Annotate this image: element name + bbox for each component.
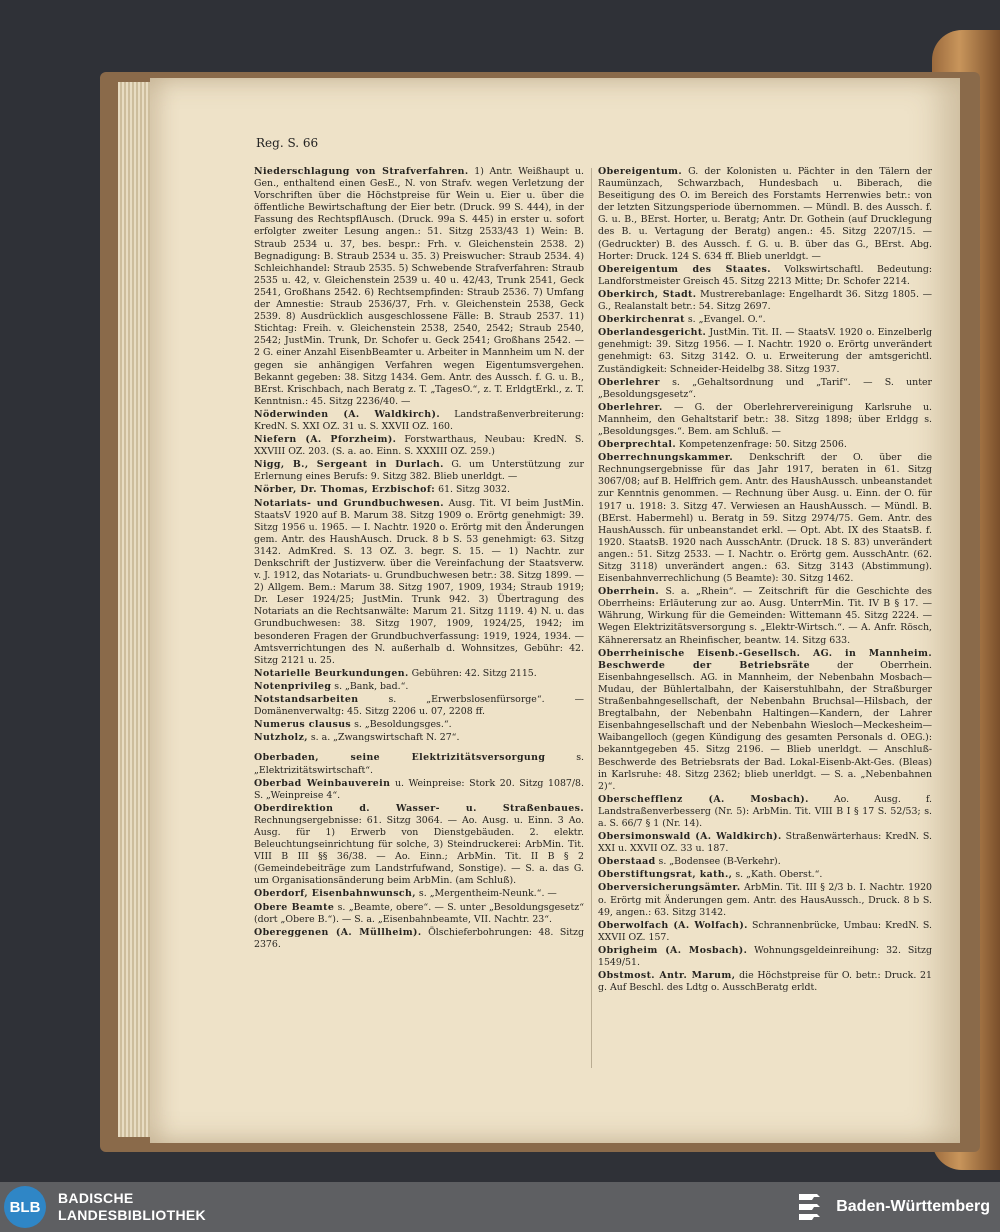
index-entry (598, 452, 932, 585)
entry-text: s. „Bodensee (B-Verkehr). (655, 856, 781, 868)
left-column (254, 166, 584, 952)
entry-text: Straßenwärterhaus: KredN. S. XXI u. XXVII OZ. 33 u. 187. (598, 831, 932, 855)
column-divider (591, 168, 592, 1068)
entry-headword: Oberrheinische Eisenb.-Gesellsch. AG. in Mannheim. Beschwerde der Betriebsräte (598, 647, 932, 671)
entry-text: u. Weinpreise: Stork 20. Sitzg 1087/8. S. „Weinpreise 4“. (254, 777, 584, 801)
entry-headword: Nöderwinden (A. Waldkirch). (254, 408, 441, 420)
entry-text: Rechnungsergebnisse: 61. Sitzg 3064. — Ao. Ausg. u. Einn. 3 Ao. Ausg. für 1) Erwerb von Dienstgebäuden. 2. elektr. Beleuchtungseinrichtung für solche, 3) Steindruckerei: ArbMin. Tit. VIII B III §§ 36/38. — Ao. Einn.; ArbMin. Tit. II B § 2 (Gemeindebeiträge zum Landstrfufwand, Sonstige). — S. a. das G. um Organisationsänderung beim ArbMin. (am Schluß). (254, 814, 584, 887)
entry-headword: Notariats- und Grundbuchwesen. (254, 497, 444, 509)
entry-headword: Oberbaden, seine Elektrizitätsversorgung (254, 752, 546, 764)
index-entry (598, 882, 932, 918)
entry-text: Kompetenzenfrage: 50. Sitzg 2506. (676, 439, 847, 451)
page-header: Reg. S. 66 (256, 136, 319, 150)
index-entry (598, 920, 932, 944)
bw-brand[interactable] (796, 1190, 990, 1224)
entry-text: 1) Antr. Weißhaupt u. Gen., enthaltend einen GesE., N. von Strafv. wegen Verletzung der Vorschriften über die Höchstpreise für Wein u. Eier u. über die öffentliche Bewirtschaftung der Eier betr. (Druck. 99 S. 444), in der Fassung des RechtspflAusch. (Druck. 99a S. 445) in erster u. sofort erfolgter zweiter Lesung angen.: 51. Sitzg 2533/43 1) Wein: B. Straub 2534 u. 37, bes. bespr.: Frh. v. Gleichenstein 2538. 2) Begnadigung: B. Straub 2534 u. 35. 3) Preiswucher: Straub 2534. 4) Schleichhandel: Straub 2535. 5) Schwebende Strafverfahren: Straub 2535 u. 42, v. Gleichenstein 2539 u. 40 u. 42/43, Trunk 2541, Geck 2541, Großhans 2542. 6) Rechtsempfinden: Straub 2536. 7) Umfang der Amnestie: Straub 2536/37, Frh. v. Gleichenstein 2538, Geck 2539. 8) Ausdrücklich ausgeschlossene Fälle: B. Straub 2537. 11) Stichtag: Freih. v. Gleichenstein 2538, 2540, 2542; Straub 2540, 2542; JustMin. Trunk, Dr. Schofer u. Geck 2541; Großhans 2542. — 2 G. einer Anzahl EisenbBeamter u. Arbeiter in Mannheim um N. der gegen sie anhängigen Verfahren wegen Eigentumsvergehen. Bekannt gegeben: 38. Sitzg 1434. Gem. Antr. des Aussch. f. G. u. B., BErst. Krischbach, nach Beratg z. T. „TagesO.“, z. T. ErldgtErkl., z. T. Kenntnisn.: 45. Sitzg 2236/40. — (254, 166, 584, 407)
entry-text: s. „Beamte, obere“. — S. unter „Besoldungsgesetz“ (dort „Obere B.“). — S. a. „Eisenbahnbeamte, VII. Nachtr. 23“. (254, 901, 584, 925)
index-entry (254, 484, 584, 496)
entry-headword: Oberversicherungsämter. (598, 882, 741, 894)
entry-text: Mustrerebanlage: Engelhardt 36. Sitzg 1805. — G., Realanstalt betr.: 54. Sitzg 2697. (598, 288, 932, 313)
entry-headword: Obereggenen (A. Müllheim). (254, 926, 422, 938)
entry-text: die Höchstpreise für O. betr.: Druck. 21 g. Auf Beschl. des Ldtg o. AusschBeratg erldt. (598, 970, 932, 994)
entry-headword: Oberrechnungskammer. (598, 452, 734, 464)
entry-headword: Oberstiftungsrat, kath., (598, 869, 733, 881)
entry-text: s. „Erwerbslosenfürsorge“. — Domänenverwaltg: 45. Sitzg 2206 u. 07, 2208 ff. (254, 694, 584, 718)
blb-brand[interactable] (4, 1186, 206, 1228)
entry-text: s. „Gehaltsordnung und „Tarif“. — S. unter „Besoldungsgesetz“. (598, 376, 932, 400)
index-entry (598, 377, 932, 401)
entry-headword: Oberschefflenz (A. Mosbach). (598, 793, 809, 805)
entry-text: Forstwarthaus, Neubau: KredN. S. XXVIII OZ. 203. (S. a. ao. Einn. S. XXXIII OZ. 259.) (254, 434, 584, 458)
index-entry (598, 314, 932, 326)
entry-text: Ao. Ausg. f. Landstraßenverbesserg (Nr. 5): ArbMin. Tit. VIII B I § 17 S. 52/53; s. a. S. 66/7 § 1 (Nr. 14). (598, 793, 932, 829)
index-entry (598, 856, 932, 868)
entry-headword: Nigg, B., Sergeant in Durlach. (254, 459, 444, 471)
entry-headword: Obstmost. Antr. Marum, (598, 970, 736, 982)
entry-headword: Oberdorf, Eisenbahnwunsch, (254, 888, 416, 900)
entry-headword: Notarielle Beurkundungen. (254, 667, 409, 679)
index-entry (254, 778, 584, 802)
entry-text: JustMin. Tit. II. — StaatsV. 1920 o. Einzelberlg genehmigt: 39. Sitzg 1956. — I. Nachtr. 1920 o. Erörtg unverändert genehmigt: 63. Sitzg 3142. O. u. Erweiterung der amtsgerichtl. Zuständigkeit: Schneider-Heidelbg 38. Sitzg 1937. (598, 327, 932, 375)
index-entry (598, 402, 932, 438)
entry-headword: Oberlandesgericht. (598, 327, 707, 339)
entry-headword: Nutzholz, (254, 732, 308, 744)
state-name: Baden-Württemberg (836, 1198, 990, 1215)
index-entry (598, 166, 932, 263)
index-entry (254, 719, 584, 731)
index-entry (254, 902, 584, 926)
entry-text: Volkswirtschaftl. Bedeutung: Landforstmeister Greisch 45. Sitzg 2213 Mitte; Dr. Schofer 2214. (598, 263, 932, 287)
entry-headword: Numerus clausus (254, 719, 352, 731)
entry-text: G. der Kolonisten u. Pächter in den Tälern der Raumünzach, Schwarzbach, Hundesbach u. Biberach, die Beseitigung des O. im Bereich des Forstamts Herrenwies betr.: von der letzten Sitzungsperiode übernommen. — Mündl. B. des Aussch. f. G. u. B., BErst. Horter, u. Beratg; Antr. Dr. Gothein (auf Drucklegung des B. u. Vertagung der Beratg) angen.: 45. Sitzg 2207/15. — (Gedruckter) B. des Aussch. f. G. u. B. über das G., BErst. Abg. Horter: Druck. 124 S. 634 ff. Blieb unerldgt. — (598, 166, 932, 262)
entry-text: s. a. „Zwangswirtschaft N. 27“. (307, 732, 460, 744)
entry-headword: Oberkirchenrat (598, 314, 685, 326)
entry-text: Gebühren: 42. Sitzg 2115. (408, 667, 537, 679)
three-lions-icon (796, 1190, 826, 1224)
entry-headword: Oberlehrer. (598, 401, 663, 413)
entry-headword: Obereigentum. (598, 166, 683, 177)
entry-text: s. „Mergentheim-Neunk.“. — (415, 888, 557, 900)
entry-headword: Obere Beamte (254, 901, 335, 913)
entry-text: Denkschrift der O. über die Rechnungsergebnisse für das Jahr 1917, beraten in 61. Sitzg 3067/08; auf B. Helffrich gem. Antr. des HaushAussch. unbeanstandet zur Kenntnis genommen. — Rechnung über Ausg. u. Einn. der O. für 1917 u. 1918: 3. Sitzg 47. Verwiesen an HaushAussch. — Mündl. B. (BErst. Habermehl) u. Beratg in 59. Sitzg 2974/75. Gem. Antr. des HaushAussch. für unbeanstandet erkl. — Opt. Abt. IX des StaatsB. f. 1920. StaatsB. 1920 nach AusschAntr. (Druck. 18 S. 83) unverändert angen.: 51. Sitzg 2533. — I. Nachtr. o. Erörtg gem. AusschAntr. (62. Sitzg 3118) unverändert angen.: 63. Sitzg 3143 (Abstimmung). Eisenbahnverrechlichung (5 Beamte): 30. Sitzg 1462. (598, 452, 932, 585)
index-entry (598, 289, 932, 313)
entry-text: ArbMin. Tit. III § 2/3 b. I. Nachtr. 1920 o. Erörtg mit Änderungen gem. Antr. des HausAussch., Druck. 8 b S. 49, angen.: 63. Sitzg 3142. (598, 882, 932, 918)
index-entry (254, 927, 584, 951)
entry-headword: Obereigentum des Staates. (598, 263, 771, 275)
entry-text: G. um Unterstützung zur Erlernung eines Berufs: 9. Sitzg 382. Blieb unerldgt. — (254, 459, 584, 483)
entry-text: s. „Kath. Oberst.“. (732, 869, 823, 881)
entry-headword: Oberkirch, Stadt. (598, 288, 697, 300)
entry-text: Wohnungsgeldeinreihung: 32. Sitzg 1549/51. (598, 944, 932, 968)
viewer-footer (0, 1182, 1000, 1232)
entry-headword: Notenprivileg (254, 680, 332, 692)
index-entry (254, 498, 584, 667)
entry-text: 61. Sitzg 3032. (435, 484, 510, 496)
entry-headword: Oberdirektion d. Wasser- u. Straßenbaues. (254, 802, 584, 814)
entry-headword: Oberwolfach (A. Wolfach). (598, 919, 748, 931)
entry-headword: Oberlehrer (598, 376, 660, 388)
entry-text: der Oberrhein. Eisenbahngesellsch. AG. in Mannheim, der Nebenbahn Mosbach—Mudau, der Bühlertalbahn, der Kaiserstuhlbahn, der Straßburger Straßenbahngesellschaft, der Nebenbahn Bruchsal—Hilsbach, der Bregtalbahn, der Nebenbahn Haltingen—Kandern, der Lahrer Eisenbahngesellschaft und der Nebenbahn Wiesloch—Meckesheim—Waibangelloch (gegen Kündigung des gesamten Personals d. OEG.): bekanntgegeben 45. Sitzg 2196. — Blieb unerldgt. — Anschluß-Beschwerde des Betriebsrats der Bad. Lokal-Eisenb-Akt-Ges. (Bleas) in Karlsruhe: 48. Sitzg 2362; blieb unerldgt. — S. a. „Nebenbahnen 2)“. (598, 659, 932, 792)
index-entry (598, 264, 932, 288)
index-entry (254, 434, 584, 458)
index-entry (598, 648, 932, 793)
library-name-line2: LANDESBIBLIOTHEK (58, 1207, 206, 1223)
right-column (598, 166, 932, 995)
entry-text: Ölschieferbohrungen: 48. Sitzg 2376. (254, 926, 584, 950)
index-entry (254, 888, 584, 900)
entry-headword: Oberstaad (598, 856, 656, 868)
index-entry (598, 586, 932, 646)
index-entry (254, 409, 584, 433)
entry-headword: Oberrhein. (598, 586, 659, 598)
entry-headword: Obersimonswald (A. Waldkirch). (598, 831, 782, 843)
entry-text: s. „Bank, bad.“. (331, 680, 409, 692)
entry-headword: Oberbad Weinbauverein (254, 777, 391, 789)
entry-text: Landstraßenverbreiterung: KredN. S. XXI OZ. 31 u. S. XXVII OZ. 160. (254, 408, 584, 432)
entry-headword: Notstandsarbeiten (254, 694, 359, 706)
index-entry (254, 459, 584, 483)
index-entry (254, 803, 584, 888)
index-entry (254, 694, 584, 718)
blb-logo-icon: BLB (4, 1186, 46, 1228)
entry-text: s. „Evangel. O.“. (684, 314, 766, 326)
entry-text: s. „Besoldungsges.“. (351, 719, 452, 731)
index-entry (254, 752, 584, 776)
entry-headword: Niederschlagung von Strafverfahren. (254, 166, 469, 177)
index-entry (598, 970, 932, 994)
index-entry (598, 794, 932, 830)
entry-headword: Oberprechtal. (598, 439, 677, 451)
entry-text: S. a. „Rhein“. — Zeitschrift für die Geschichte des Oberrheins: Erläuterung zur ao. Ausg. UnterrMin. Tit. IV B § 17. — Währung, Wirkung für die Gemeinden: Wittemann 45. Sitzg 2224. — Wegen Elektrizitätsversorgung s. „Elektr-Wirtsch.“. — A. Anfr. Rösch, Kähnerersatz an Rheinfischer, beantw. 14. Sitzg 633. (598, 586, 932, 646)
index-entry (254, 166, 584, 408)
library-name (58, 1190, 206, 1224)
library-name-line1: BADISCHE (58, 1190, 134, 1206)
index-entry (254, 668, 584, 680)
entry-headword: Niefern (A. Pforzheim). (254, 434, 397, 446)
entry-headword: Nörber, Dr. Thomas, Erzbischof: (254, 484, 436, 496)
index-entry (254, 681, 584, 693)
index-entry (598, 327, 932, 375)
index-entry (598, 869, 932, 881)
entry-text: s. „Elektrizitätswirtschaft“. (254, 752, 584, 776)
entry-text: — G. der Oberlehrervereinigung Karlsruhe u. Mannheim, den Gehaltstarif betr.: 38. Sitzg 1898; über Erldgg s. „Besoldungsges.“. Bem. am Schluß. — (598, 401, 932, 437)
index-entry (598, 439, 932, 451)
index-entry (254, 732, 584, 744)
index-entry (598, 831, 932, 855)
entry-text: Ausg. Tit. VI beim JustMin. StaatsV 1920 auf B. Marum 38. Sitzg 1909 o. Erörtg genehmigt: 39. Sitzg 1956 u. 1965. — I. Nachtr. 1920 o. Erörtg mit den Änderungen gem. Antr. des HaushAusch. Druck. 8 b S. 53 genehmigt: 63. Sitzg 3142. AdmKred. S. 13 OZ. 3. begr. S. 15. — 1) Nachtr. zur Denkschrift der Justizverw. über die Vereinfachung der Staatsverw. v. J. 1912, das Notariats- u. Grundbuchwesen betr.: 38. Sitzg 1899. — 2) Allgem. Bem.: Marum 38. Sitzg 1907, 1909, 1934; Straub 1919; Dr. Leser 1924/25; JustMin. Trunk 942. 3) Übertragung des Notariats an die Rechtsanwälte: Marum 21. Sitzg 1119. 4) N. u. das Grundbuchwesen: 38. Sitzg 1907, 1909, 1924/25, 1942; im besonderen Fragen der Grundbuchverfassung: 1919, 1924, 1934. — Amtsverrichtungen des N. außerhalb d. Wohnsitzes, Gebühr: 42. Sitzg 2121 u. 25. (254, 497, 584, 666)
entry-text: Schrannenbrücke, Umbau: KredN. S. XXVII OZ. 157. (598, 919, 932, 943)
entry-headword: Obrigheim (A. Mosbach). (598, 944, 748, 956)
index-entry (598, 945, 932, 969)
